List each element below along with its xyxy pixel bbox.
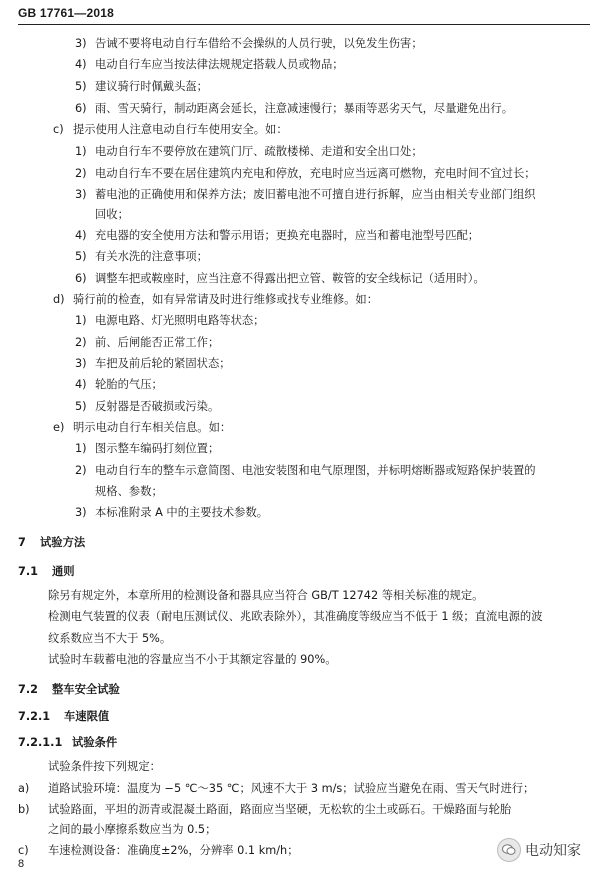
list-marker: c) <box>18 844 29 857</box>
line-text: 反射器是否破损或污染。 <box>95 399 220 413</box>
list-marker: 5) <box>75 250 87 264</box>
line-text: 轮胎的气压； <box>95 378 163 392</box>
list-marker: d) <box>53 292 65 306</box>
line-text: 充电器的安全使用方法和警示用语；更换充电器时，应当和蓄电池型号匹配； <box>95 228 480 242</box>
list-marker: 1) <box>75 145 87 159</box>
list-marker: 7 <box>18 536 26 550</box>
line-text: 调整车把或鞍座时，应当注意不得露出把立管、鞍管的安全线标记（适用时）。 <box>95 271 485 285</box>
line-text: 规格、参数； <box>95 484 163 498</box>
line-text: 车速限值 <box>64 709 110 723</box>
list-marker: 3) <box>75 356 87 370</box>
list-marker: 4) <box>75 378 87 392</box>
list-marker: 7.2.1 <box>18 709 51 723</box>
line-text: 通则 <box>52 564 75 578</box>
list-marker: 5) <box>75 79 87 93</box>
line-text: 整车安全试验 <box>52 683 120 697</box>
line-text: 电动自行车不要在居住建筑内充电和停放，充电时应当远离可燃物，充电时间不宜过长； <box>95 166 536 180</box>
list-marker: 7.2.1.1 <box>18 736 63 750</box>
list-marker: 3) <box>75 506 87 520</box>
list-marker: 1) <box>75 442 87 456</box>
line-text: 试验条件按下列规定： <box>48 760 161 774</box>
line-text: 建议骑行时佩戴头盔； <box>95 79 208 93</box>
line-text: 试验条件 <box>72 736 118 750</box>
line-text: 除另有规定外，本章所用的检测设备和器具应当符合 GB/T 12742 等相关标准的规定。 <box>48 588 484 602</box>
line-text: 电动自行车不要停放在建筑门厅、疏散楼梯、走道和安全出口处； <box>95 145 423 159</box>
line-text: 电源电路、灯光照明电路等状态； <box>95 314 265 328</box>
line-text: 提示使用人注意电动自行车使用安全。如： <box>73 123 288 137</box>
header-rule <box>18 24 590 25</box>
line-text: 试验方法 <box>40 536 86 550</box>
line-text: 试验路面，平坦的沥青或混凝土路面，路面应当坚硬，无松软的尘土或砾石。干燥路面与轮胎 <box>48 803 512 817</box>
line-text: 明示电动自行车相关信息。如： <box>73 420 232 434</box>
list-marker: 4) <box>75 228 87 242</box>
line-text: 雨、雪天骑行，制动距离会延长，注意减速慢行；暴雨等恶劣天气，尽量避免出行。 <box>95 101 513 115</box>
standard-code-header: GB 17761—2018 <box>18 6 114 20</box>
list-marker: b) <box>18 803 30 817</box>
line-text: 有关水洗的注意事项； <box>95 250 208 264</box>
line-text: 骑行前的检查，如有异常请及时进行维修或找专业维修。如： <box>73 292 379 306</box>
list-marker: 2) <box>75 463 87 477</box>
list-marker: 6) <box>75 101 87 115</box>
line-text: 道路试验环境：温度为 −5 ℃～35 ℃；风速不大于 3 m/s；试验应当避免在雨、雪天气时进行； <box>48 781 535 795</box>
line-text: 蓄电池的正确使用和保养方法；废旧蓄电池不可擅自进行拆解，应当由相关专业部门组织 <box>95 188 536 202</box>
line-text: 前、后闸能否正常工作； <box>95 335 220 349</box>
line-text: 之间的最小摩擦系数应当为 0.5； <box>48 822 217 836</box>
watermark-text: 电动知家 <box>525 843 581 859</box>
list-marker: 1) <box>75 314 87 328</box>
wechat-logo-icon <box>497 838 521 862</box>
line-text: 纹系数应当不大于 5%。 <box>48 631 172 645</box>
watermark <box>497 838 581 862</box>
list-marker: 7.1 <box>18 564 39 578</box>
list-marker: a) <box>18 781 30 795</box>
line-text: 告诫不要将电动自行车借给不会操纵的人员行驶，以免发生伤害； <box>95 37 423 50</box>
line-text: 图示整车编码打刻位置； <box>95 442 220 456</box>
line-text: 回收； <box>95 207 129 221</box>
list-marker: 5) <box>75 399 87 413</box>
list-marker: 2) <box>75 335 87 349</box>
list-marker: c) <box>53 123 64 137</box>
list-marker: 4) <box>75 58 87 72</box>
list-marker: 6) <box>75 271 87 285</box>
line-text: 电动自行车的整车示意简图、电池安装图和电气原理图，并标明熔断器或短路保护装置的 <box>95 463 536 477</box>
page-number: 8 <box>18 858 25 870</box>
line-text: 试验时车载蓄电池的容量应当不小于其额定容量的 90%。 <box>48 652 337 666</box>
list-marker: 2) <box>75 166 87 180</box>
list-marker: 3) <box>75 37 87 50</box>
list-marker: 3) <box>75 188 87 202</box>
list-marker: 7.2 <box>18 683 39 697</box>
line-text: 电动自行车应当按法律法规规定搭载人员或物品； <box>95 58 344 72</box>
line-text: 本标准附录 A 中的主要技术参数。 <box>95 506 269 520</box>
list-marker: e) <box>53 420 65 434</box>
line-text: 车速检测设备：准确度±2%，分辨率 0.1 km/h； <box>48 844 299 857</box>
line-text: 检测电气装置的仪表（耐电压测试仪、兆欧表除外），其准确度等级应当不低于 1 级；直流电源的波 <box>48 610 543 624</box>
line-text: 车把及前后轮的紧固状态； <box>95 356 231 370</box>
